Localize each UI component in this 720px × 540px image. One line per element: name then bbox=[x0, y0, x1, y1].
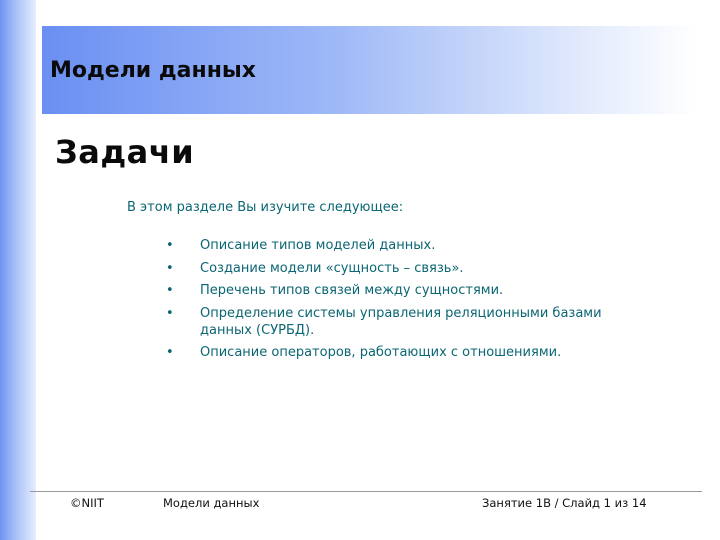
footer-page-indicator: Занятие 1В / Слайд 1 из 14 bbox=[482, 496, 647, 510]
list-item-text: Описание типов моделей данных. bbox=[200, 238, 436, 253]
list-item bbox=[160, 344, 640, 361]
bullet-icon: • bbox=[166, 260, 174, 276]
left-decorative-bar bbox=[0, 0, 36, 540]
list-item-text: Определение системы управления реляционными базами данных (СУРБД). bbox=[200, 305, 602, 338]
intro-text: В этом разделе Вы изучите следующее: bbox=[127, 200, 404, 215]
list-item bbox=[160, 282, 640, 299]
list-item-text: Перечень типов связей между сущностями. bbox=[200, 283, 504, 298]
objectives-list bbox=[160, 237, 640, 367]
list-item-text: Создание модели «сущность – связь». bbox=[200, 260, 464, 276]
bullet-icon: • bbox=[166, 345, 174, 360]
list-item bbox=[160, 305, 640, 339]
bullet-icon: • bbox=[166, 238, 174, 253]
footer-copyright: ©NIIT bbox=[70, 496, 104, 510]
slide-header-title: Модели данных bbox=[50, 58, 256, 83]
footer-topic: Модели данных bbox=[163, 496, 260, 510]
list-item bbox=[160, 260, 640, 277]
footer-divider bbox=[30, 491, 702, 492]
bullet-icon: • bbox=[166, 305, 174, 321]
list-item-text: Описание операторов, работающих с отношениями. bbox=[200, 345, 562, 360]
section-title: Задачи bbox=[55, 133, 195, 171]
bullet-icon: • bbox=[166, 283, 174, 298]
list-item bbox=[160, 237, 640, 254]
